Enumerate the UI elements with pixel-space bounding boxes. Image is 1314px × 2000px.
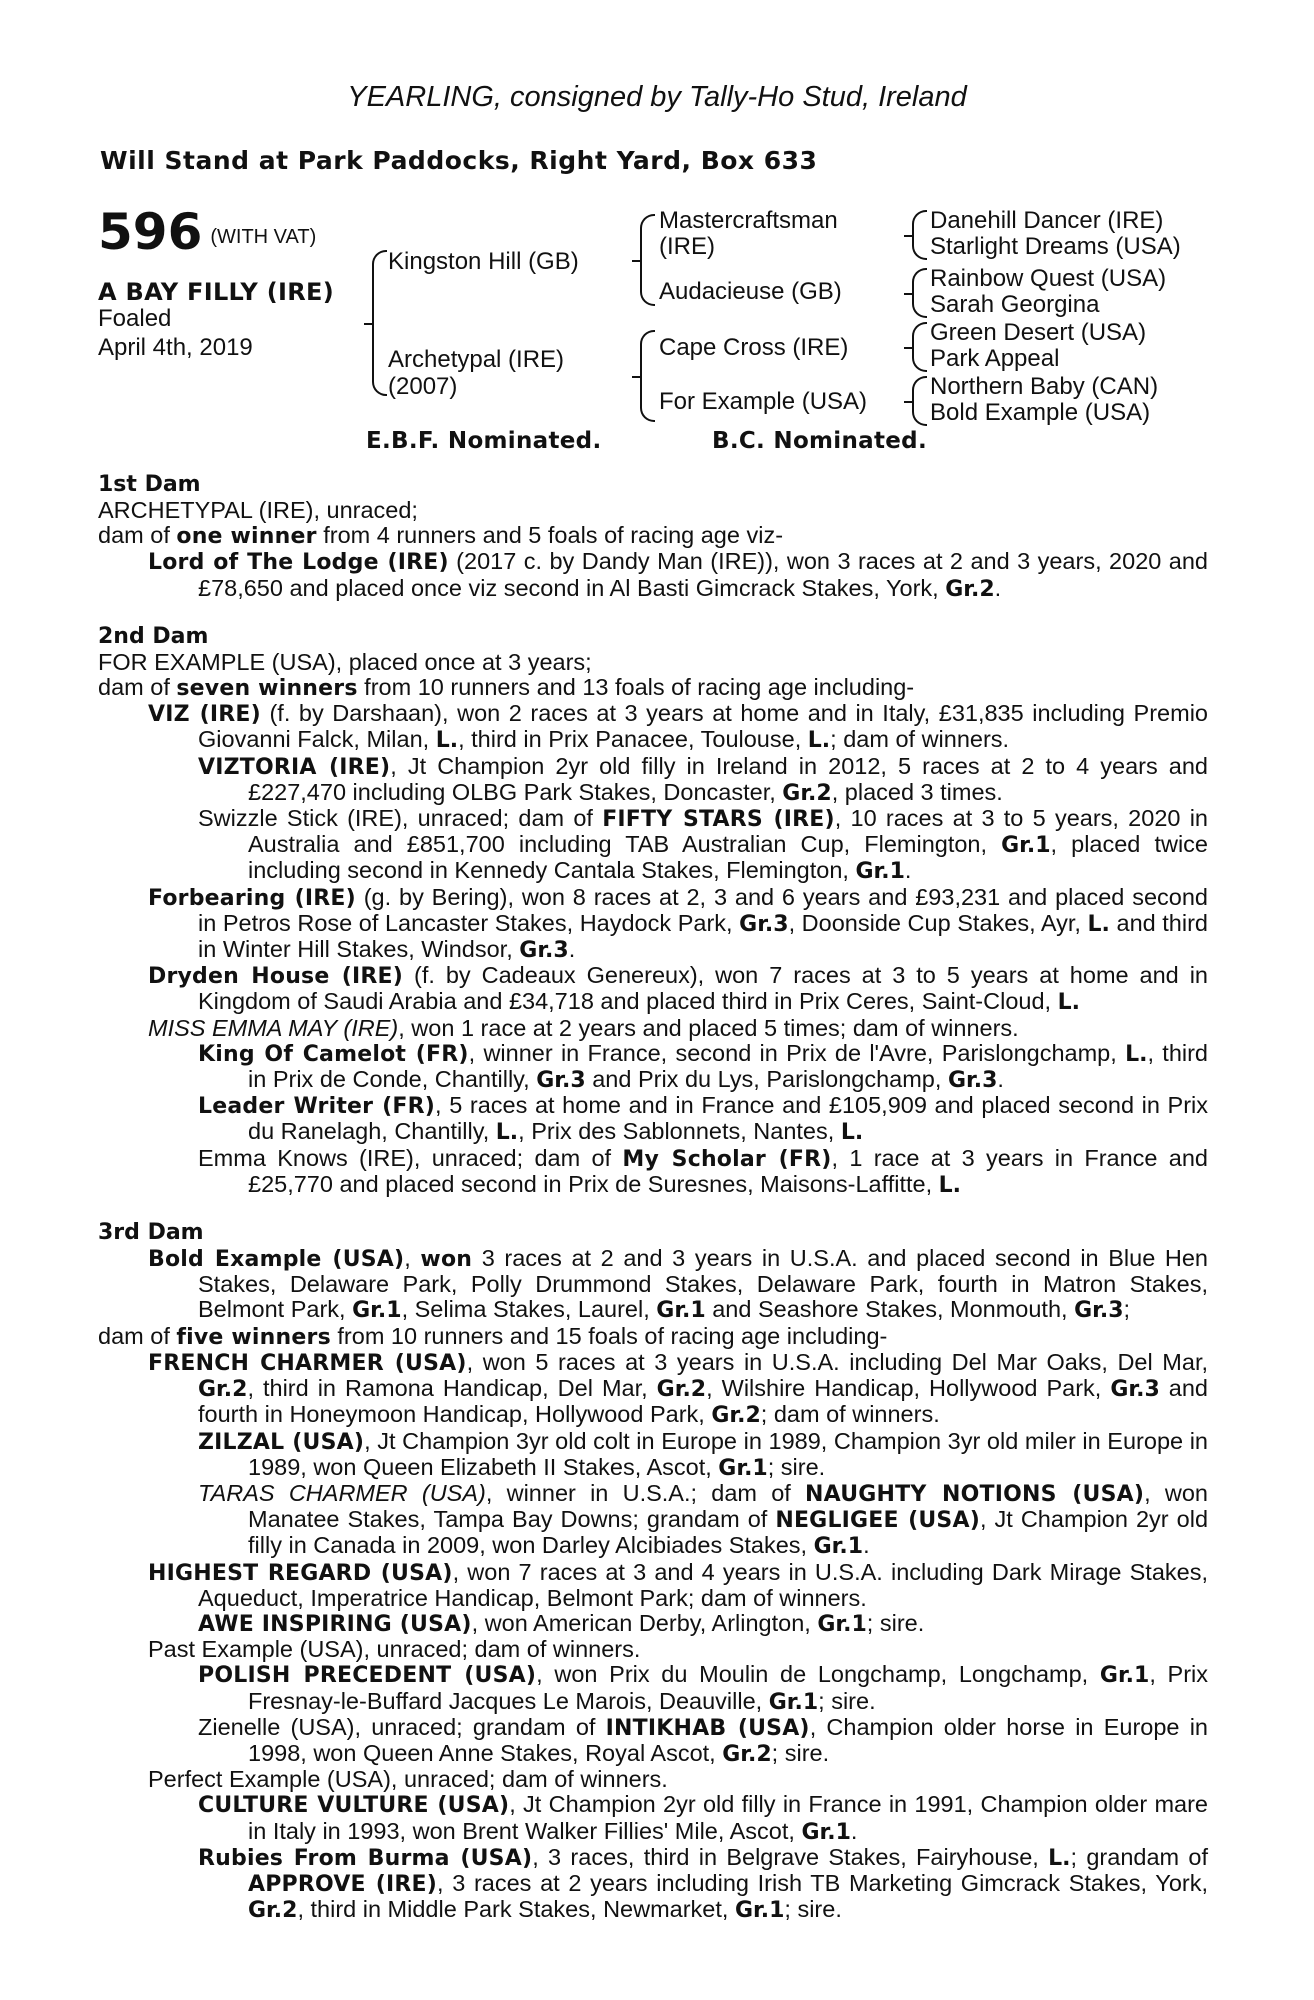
foaled-block [98,304,253,362]
progeny-zilzal: ZILZAL (USA), Jt Champion 3yr old colt in Europe in 1989, Champion 3yr old miler in Europe in 1989, won Queen Elizabeth II Stakes, Ascot, Gr.1; sire. [198,1427,1208,1481]
produce-record [98,472,1208,1923]
progeny-past-example: Past Example (USA), unraced; dam of winners. [148,1636,641,1663]
progeny-leader-writer: Leader Writer (FR), 5 races at home and in France and £105,909 and placed second in Prix du Ranelagh, Chantilly, L., Prix des Sablonnets, Nantes, L. [198,1092,1209,1146]
dam-name: Archetypal (IRE) [388,346,565,373]
third-dam-produce: dam of five winners from 10 runners and 15 foals of racing age including- [98,1322,888,1350]
gen3-sds: Rainbow Quest (USA) [930,265,1167,292]
progeny-rubies-from-burma: Rubies From Burma (USA), 3 races, third in Belgrave Stakes, Fairyhouse, L.; grandam of APPROVE (IRE), 3 races at 2 years including Irish TB Marketing Gimcrack Stakes, York, Gr.2, third in Middle Park Stakes, Newmarket, Gr.1; sire. [198,1843,1209,1924]
gen3-dss: Green Desert (USA) [930,319,1147,346]
gen3-sdd: Sarah Georgina [930,291,1100,318]
progeny-miss-emma-may: MISS EMMA MAY (IRE), won 1 race at 2 years and placed 5 times; dam of winners. [148,1014,1019,1041]
gen3-sss: Danehill Dancer (IRE) [930,207,1164,234]
brace-gen3-1 [912,210,927,260]
first-dam-produce: dam of one winner from 4 runners and 5 foals of racing age viz- [98,522,784,550]
gen3-dds: Northern Baby (CAN) [930,373,1159,400]
sire-sire-line2: (IRE) [659,233,715,260]
lot-number-block [98,204,316,260]
second-dam-heading: 2nd Dam [98,623,209,649]
progeny-swizzle-stick: Swizzle Stick (IRE), unraced; dam of FIFTY STARS (IRE), 10 races at 3 to 5 years, 2020 in Australia and £851,700 including TAB Australian Cup, Flemington, Gr.1, placed twice including second in Kennedy Cantala Stakes, Flemington, Gr.1. [198,805,1208,885]
brace-dam-parents [640,330,655,422]
stabling-line: Will Stand at Park Paddocks, Right Yard, Box 633 [100,146,818,175]
brace-sire-parents [640,214,655,306]
progeny-zienelle: Zienelle (USA), unraced; grandam of INTIKHAB (USA), Champion older horse in Europe in 1998, won Queen Anne Stakes, Royal Ascot, Gr.2; sire. [198,1713,1208,1767]
third-dam-bold-example: Bold Example (USA), won 3 races at 2 and 3 years in U.S.A. and placed second in Blue Hen Stakes, Delaware Park, Polly Drummond Stakes, Delaware Park, fourth in Matron Stakes, Belmont Park, Gr.1, Selima Stakes, Laurel, Gr.1 and Seashore Stakes, Monmouth, Gr.3; [148,1245,1208,1324]
lot-name: A BAY FILLY (IRE) [98,278,334,306]
progeny-awe-inspiring: AWE INSPIRING (USA), won American Derby, Arlington, Gr.1; sire. [198,1609,925,1637]
progeny-king-of-camelot: King Of Camelot (FR), winner in France, second in Prix de l'Avre, Parislongchamp, L., third in Prix de Conde, Chantilly, Gr.3 and Prix du Lys, Parislongchamp, Gr.3. [198,1039,1209,1094]
progeny-forbearing: Forbearing (IRE) (g. by Bering), won 8 races at 2, 3 and 6 years and £93,231 and placed second in Petros Rose of Lancaster Stakes, Haydock Park, Gr.3, Doonside Cup Stakes, Ayr, L. and third in Winter Hill Stakes, Windsor, Gr.3. [148,883,1208,964]
progeny-culture-vulture: CULTURE VULTURE (USA), Jt Champion 2yr old filly in France in 1991, Champion older mare in Italy in 1993, won Brent Walker Fillies' Mile, Ascot, Gr.1. [198,1791,1208,1845]
progeny-viz: VIZ (IRE) (f. by Darshaan), won 2 races at 3 years at home and in Italy, £31,835 including Premio Giovanni Falck, Milan, L., third in Prix Panacee, Toulouse, L.; dam of winners. [148,700,1208,754]
third-dam-heading: 3rd Dam [98,1220,204,1246]
consignor-line: YEARLING, consigned by Tally-Ho Stud, Ireland [347,81,967,113]
dam-year: (2007) [388,373,458,400]
progeny-polish-precedent: POLISH PRECEDENT (USA), won Prix du Moulin de Longchamp, Longchamp, Gr.1, Prix Fresnay-le-Buffard Jacques Le Marois, Deauville, Gr.1; sire. [198,1661,1209,1715]
progeny-dryden-house: Dryden House (IRE) (f. by Cadeaux Genereux), won 7 races at 3 to 5 years at home and in Kingdom of Saudi Arabia and £34,718 and placed third in Prix Ceres, Saint-Cloud, L. [148,962,1209,1016]
foaled-label: Foaled [98,305,172,332]
sire: Kingston Hill (GB) [388,248,579,275]
second-dam-produce: dam of seven winners from 10 runners and 13 foals of racing age including- [98,674,915,702]
brace-gen3-4 [912,376,927,426]
progeny-french-charmer: FRENCH CHARMER (USA), won 5 races at 3 years in U.S.A. including Del Mar Oaks, Del Mar, Gr.2, third in Ramona Handicap, Del Mar, Gr.2, Wilshire Handicap, Hollywood Park, Gr.3 and fourth in Honeymoon Handicap, Hollywood Park, Gr.2; dam of winners. [148,1348,1209,1429]
dam-dam: For Example (USA) [659,388,868,415]
foaled-date: April 4th, 2019 [98,334,253,361]
progeny-highest-regard: HIGHEST REGARD (USA), won 7 races at 3 and 4 years in U.S.A. including Dark Mirage Stakes, Aqueduct, Imperatrice Handicap, Belmont Park; dam of winners. [148,1558,1208,1611]
ebf-nominated: E.B.F. Nominated. [366,428,602,454]
progeny-viztoria: VIZTORIA (IRE), Jt Champion 2yr old filly in Ireland in 2012, 5 races at 2 to 4 years and £227,470 including OLBG Park Stakes, Doncaster, Gr.2, placed 3 times. [198,752,1208,806]
progeny-taras-charmer: TARAS CHARMER (USA), winner in U.S.A.; dam of NAUGHTY NOTIONS (USA), won Manatee Stakes, Tampa Bay Downs; grandam of NEGLIGEE (USA), Jt Champion 2yr old filly in Canada in 2009, won Darley Alcibiades Stakes, Gr.1. [198,1479,1209,1560]
lot-number: 596 [98,203,203,261]
gen3-ssd: Starlight Dreams (USA) [930,233,1181,260]
first-dam-heading: 1st Dam [98,472,201,497]
dam-sire: Cape Cross (IRE) [659,334,849,361]
progeny-emma-knows: Emma Knows (IRE), unraced; dam of My Scholar (FR), 1 race at 3 years in France and £25,770 and placed second in Prix de Suresnes, Maisons-Laffitte, L. [198,1144,1209,1198]
sire-sire-line1: Mastercraftsman [659,207,838,234]
brace-gen3-2 [912,268,927,318]
first-dam-line: ARCHETYPAL (IRE), unraced; [98,497,418,523]
vat-note: (WITH VAT) [210,226,317,248]
progeny-perfect-example: Perfect Example (USA), unraced; dam of winners. [148,1766,668,1793]
second-dam-line: FOR EXAMPLE (USA), placed once at 3 years; [98,648,592,675]
gen3-ddd: Bold Example (USA) [930,399,1151,426]
sire-dam: Audacieuse (GB) [659,278,842,305]
gen3-dsd: Park Appeal [930,345,1060,372]
bc-nominated: B.C. Nominated. [712,428,927,454]
brace-parents [372,250,387,396]
progeny-lord-of-the-lodge: Lord of The Lodge (IRE) (2017 c. by Dandy Man (IRE)), won 3 races at 2 and 3 years, 2020 and £78,650 and placed once viz second in Al Basti Gimcrack Stakes, York, Gr.2. [148,548,1208,602]
brace-gen3-3 [912,322,927,372]
